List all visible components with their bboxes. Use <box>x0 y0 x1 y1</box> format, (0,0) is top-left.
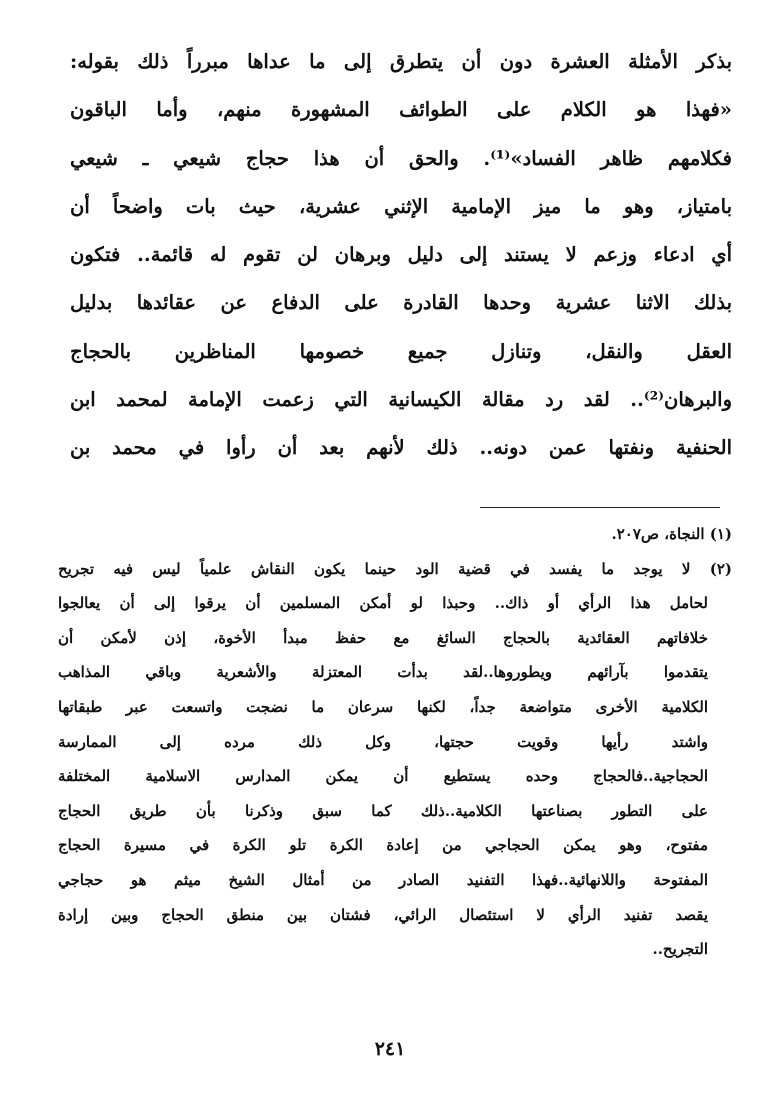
footnote-2-line-2: لحامل هذا الرأي أو ذاك.. وحبذا لو أمكن المسلمين أن يرقوا إلى أن يعالجوا <box>58 594 708 613</box>
page-number: ٢٤١ <box>374 1038 406 1060</box>
footnote-2-line-6: واشتد رأيها وقويت حجتها، وكل ذلك مرده إلى الممارسة <box>58 732 708 751</box>
footnote-2-line-4: يتقدموا بآرائهم ويطوروها..لقد بدأت المعتزلة والأشعرية وباقي المذاهب <box>58 663 708 682</box>
body-line-7: العقل والنقل، وتنازل جميع خصومها المناظرين بالحجاج <box>70 339 732 363</box>
footnote-divider <box>480 507 720 508</box>
footnote-2-line-5: الكلامية الأخرى متواضعة جداً، لكنها سرعان ما نضجت واتسعت عبر طبقاتها <box>58 697 708 716</box>
footnote-2-line-12: التجريح.. <box>652 940 708 959</box>
body-line-6: بذلك الاثنا عشرية وحدها القادرة على الدفاع عن عقائدها بدليل <box>70 291 732 315</box>
footnote-2-line-7: الحجاجية..فالحجاج وحده يستطيع أن يمكن المدارس الاسلامية المختلفة <box>58 767 708 786</box>
body-line-4: بامتياز، وهو ما ميز الإمامية الإثني عشرية، حيث بات واضحاً أن <box>70 194 732 218</box>
body-line-5: أي ادعاء وزعم لا يستند إلى دليل وبرهان لن تقوم له قائمة.. فتكون <box>70 243 732 267</box>
body-line-2: «فهذا هو الكلام على الطوائف المشهورة منهم، وأما الباقون <box>70 98 732 122</box>
body-line-9: الحنفية ونفتها عمن دونه.. ذلك لأنهم بعد أن رأوا في محمد بن <box>70 436 732 460</box>
body-line-1: بذكر الأمثلة العشرة دون أن يتطرق إلى ما عداها مبرراً ذلك بقوله: <box>70 50 732 73</box>
footnote-2-line-3: خلافاتهم العقائدية بالحجاج السائغ مع حفظ مبدأ الأخوة، إذن لأمكن أن <box>58 628 708 647</box>
footnotes <box>58 517 732 967</box>
footnote-2-line-8: على التطور بصناعتها الكلامية..ذلك كما سبق وذكرنا بأن طريق الحجاج <box>58 801 708 820</box>
body-line-8: والبرهان⁽²⁾.. لقد رد مقالة الكيسانية التي زعمت الإمامة لمحمد ابن <box>70 388 732 412</box>
footnote-2-line-1: (٢) لا يوجد ما يفسد في قضية الود حينما يكون النقاش علمياً ليس فيه تجريح <box>58 559 732 578</box>
footnote-2-line-11: يقصد تفنيد الرأي لا استئصال الرائي، فشتان بين منطق الحجاج وبين إرادة <box>58 905 708 924</box>
body-line-3: فكلامهم ظاهر الفساد»⁽¹⁾. والحق أن هذا حجاج شيعي ـ شيعي <box>70 146 732 170</box>
main-text <box>70 38 732 473</box>
footnote-2-line-9: مفتوح، وهو يمكن الحجاجي من إعادة الكرة تلو الكرة في مسيرة الحجاج <box>58 836 708 855</box>
footnote-1: (١) النجاة، ص٢٠٧. <box>611 525 732 543</box>
footnote-2-line-10: المفتوحة واللانهائية..فهذا التفنيد الصادر من أمثال الشيخ ميثم هو حجاجي <box>58 870 708 889</box>
